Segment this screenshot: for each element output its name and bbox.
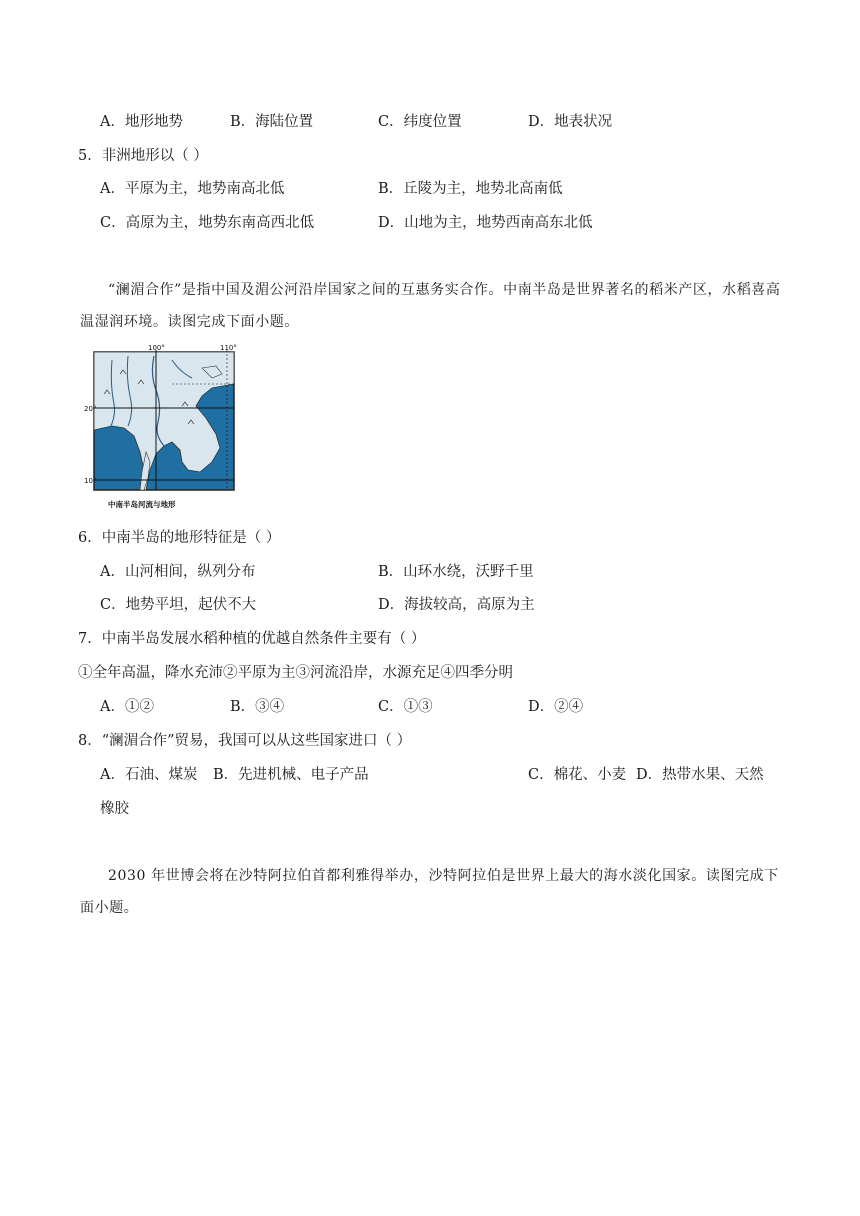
q6-stem: 6．中南半岛的地形特征是（ ） [78,530,281,546]
map-caption: 中南半岛河流与地形 [108,500,176,509]
q7-option-c: C．①③ [378,699,433,715]
q4-option-d: D．地表状况 [528,114,613,130]
q4-option-b: B．海陆位置 [230,114,314,130]
q6-option-d: D．海拔较高，高原为主 [378,597,535,613]
indochina-map [84,344,238,514]
q6-option-a: A．山河相间，纵列分布 [100,564,256,580]
q5-option-d: D．山地为主，地势西南高东北低 [378,215,593,231]
lon-label-110: 110° [220,344,237,352]
lon-label-100: 100° [148,344,165,352]
passage-riyadh-expo: 2030 年世博会将在沙特阿拉伯首都利雅得举办，沙特阿拉伯是世界上最大的海水淡化国家。读图完成下面小题。 [80,868,779,916]
q5-option-a: A．平原为主，地势南高北低 [100,181,285,197]
passage-lancang-mekong: “澜湄合作”是指中国及湄公河沿岸国家之间的互惠务实合作。中南半岛是世界著名的稻米产区，水稻喜高温湿润环境。读图完成下面小题。 [80,282,781,330]
lat-label-10: 10° [84,477,97,485]
q7-option-d: D．②④ [528,699,584,715]
indochina-map-figure [84,344,238,514]
q4-option-a: A．地形地势 [100,114,183,130]
lat-label-20: 20° [84,405,97,413]
q8-option-b: B．先进机械、电子产品 [213,767,369,783]
q5-stem: 5．非洲地形以（ ） [78,148,208,164]
q4-option-c: C．纬度位置 [378,114,462,130]
q6-option-b: B．山环水绕，沃野千里 [378,564,534,580]
q6-option-c: C．地势平坦，起伏不大 [100,597,257,613]
q8-option-a: A．石油、煤炭 [100,767,198,783]
q8-option-d: D．热带水果、天然 [636,767,764,783]
q7-conditions: ①全年高温，降水充沛②平原为主③河流沿岸，水源充足④四季分明 [78,665,513,681]
q7-option-b: B．③④ [230,699,285,715]
q7-option-a: A．①② [100,699,154,715]
q7-stem: 7．中南半岛发展水稻种植的优越自然条件主要有（ ） [78,631,426,647]
q8-option-c: C．棉花、小麦 [528,767,627,783]
q8-option-d-wrap: 橡胶 [100,801,129,817]
q5-option-b: B．丘陵为主，地势北高南低 [378,181,563,197]
q5-option-c: C．高原为主，地势东南高西北低 [100,215,315,231]
q8-stem: 8．“澜湄合作”贸易，我国可以从这些国家进口（ ） [78,733,412,749]
